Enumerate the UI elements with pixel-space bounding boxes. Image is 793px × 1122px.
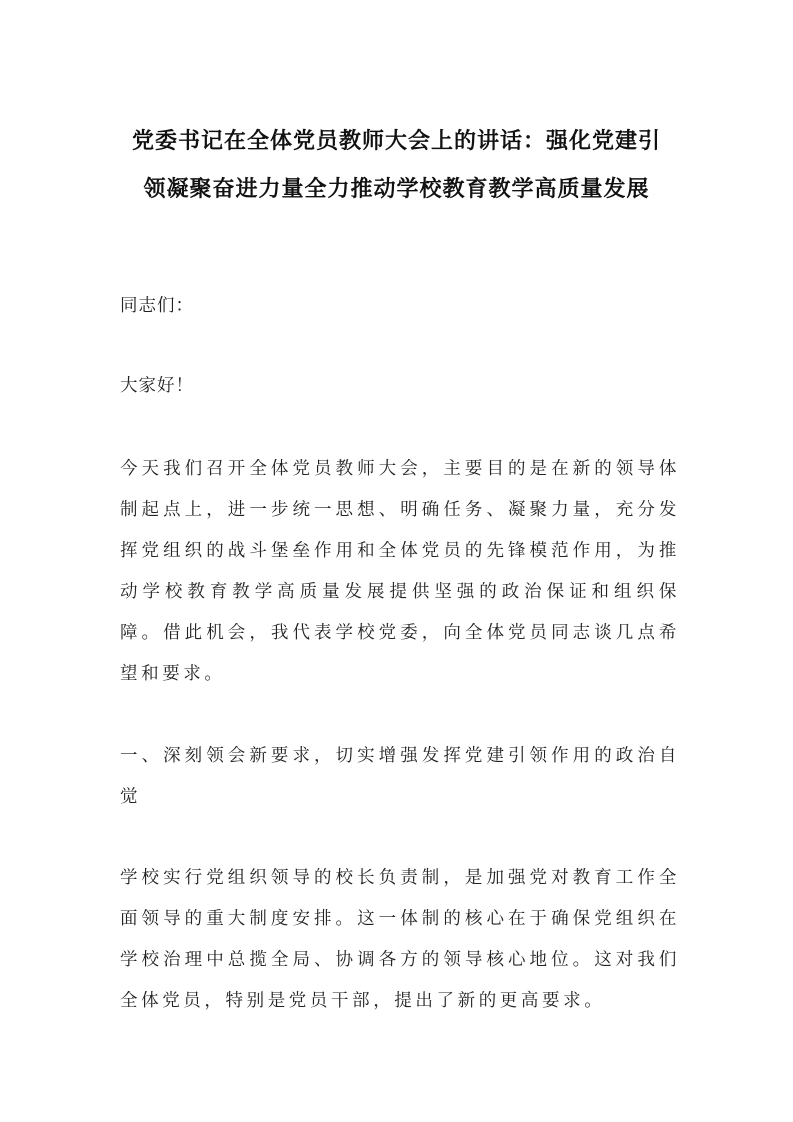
greeting: 大家好！ xyxy=(120,376,194,396)
paragraph-intro: 今天我们召开全体党员教师大会，主要目的是在新的领导体制起点上，进一步统一思想、明确任务、凝聚力量，充分发挥党组织的战斗堡垒作用和全体党员的先锋模范作用，为推动学校教育教学高质量发展提供坚强的政治保证和组织保障。借此机会，我代表学校党委，向全体党员同志谈几点希望和要求。 xyxy=(120,459,680,684)
title-line-1: 党委书记在全体党员教师大会上的讲话：强化党建引 xyxy=(131,129,661,154)
document-title xyxy=(100,118,693,214)
title-line-2: 领凝聚奋进力量全力推动学校教育教学高质量发展 xyxy=(143,177,650,202)
salutation: 同志们： xyxy=(120,296,194,316)
paragraph-section-1: 学校实行党组织领导的校长负责制，是加强党对教育工作全面领导的重大制度安排。这一体制的核心在于确保党组织在学校治理中总揽全局、协调各方的领导核心地位。这对我们全体党员，特别是党员干部，提出了新的更高要求。 xyxy=(120,868,680,1011)
section-heading-1: 一、深刻领会新要求，切实增强发挥党建引领作用的政治自觉 xyxy=(120,746,680,807)
